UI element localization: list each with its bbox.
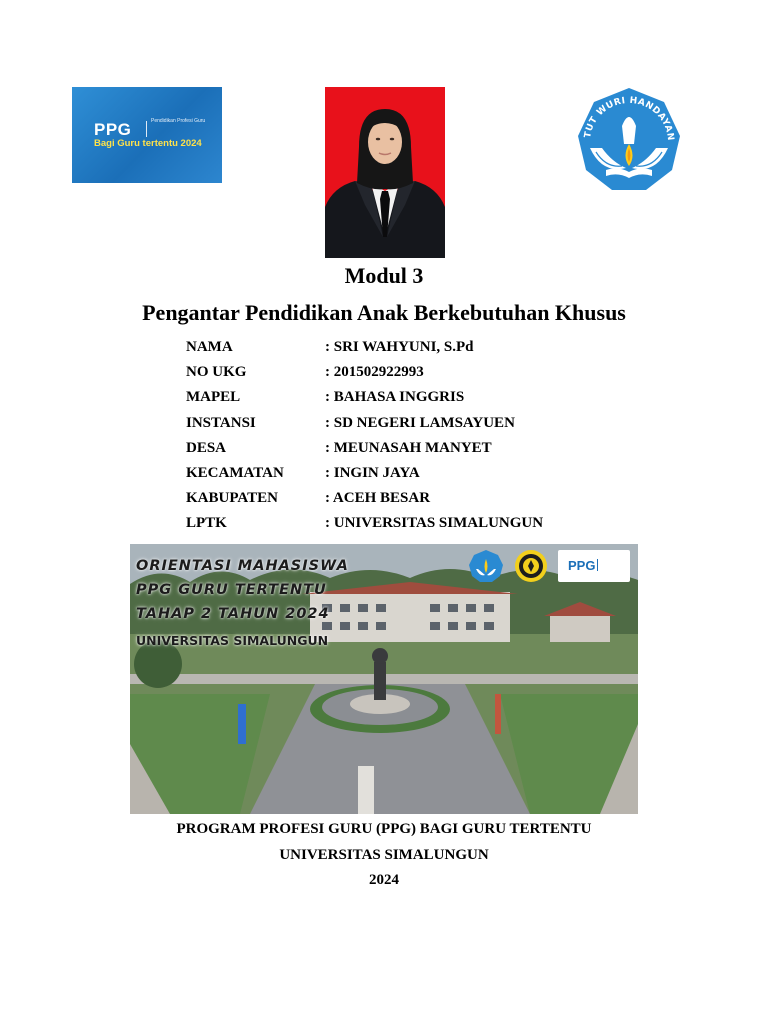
info-value: : SRI WAHYUNI, S.Pd	[325, 339, 474, 355]
info-value: : 201502922993	[325, 364, 424, 381]
banner-university-seal-icon	[513, 549, 549, 583]
info-row-instansi	[186, 413, 606, 438]
info-value: : BAHASA INGGRIS	[325, 389, 465, 406]
info-row-desa	[186, 438, 606, 463]
info-label: INSTANSI	[186, 414, 256, 431]
info-label: KABUPATEN	[186, 490, 278, 507]
info-value: : INGIN JAYA	[325, 464, 420, 481]
info-label: NO UKG	[186, 364, 247, 381]
tut-wuri-handayani-emblem-icon	[572, 86, 686, 194]
footer-program: PROGRAM PROFESI GURU (PPG) BAGI GURU TERTENTU	[176, 821, 592, 837]
banner-line-2: PPG GURU TERTENTU	[136, 582, 327, 598]
info-value: : ACEH BESAR	[325, 490, 431, 507]
banner-ppg-text: PPG	[568, 558, 596, 573]
info-row-mapel	[186, 387, 606, 412]
ppg-logo-brand: PPG	[94, 120, 132, 139]
info-row-no-ukg	[186, 362, 606, 387]
portrait-photo-icon	[325, 87, 445, 258]
info-row-lptk	[186, 513, 606, 538]
footer-year: 2024	[369, 872, 399, 888]
info-value: : MEUNASAH MANYET	[325, 439, 492, 456]
info-row-kecamatan	[186, 463, 606, 488]
info-value: : SD NEGERI LAMSAYUEN	[325, 414, 515, 431]
banner-line-3: TAHAP 2 TAHUN 2024	[136, 606, 330, 622]
ppg-logo-tagline: Bagi Guru tertentu 2024	[94, 138, 202, 149]
info-label: DESA	[186, 439, 227, 456]
banner-line-1: ORIENTASI MAHASISWA	[136, 558, 349, 574]
banner-ppg-logo	[558, 550, 630, 582]
footer-university: UNIVERSITAS SIMALUNGUN	[279, 847, 489, 863]
info-label: MAPEL	[186, 389, 241, 406]
info-label: LPTK	[186, 515, 227, 532]
info-row-kabupaten	[186, 488, 606, 513]
info-label: NAMA	[186, 339, 233, 355]
document-title: Pengantar Pendidikan Anak Berkebutuhan Khusus	[142, 300, 626, 325]
campus-aerial-photo-icon	[130, 544, 638, 814]
module-title: Modul 3	[344, 263, 424, 288]
ppg-logo	[72, 87, 222, 183]
info-label: KECAMATAN	[186, 464, 284, 481]
ppg-logo-separator	[146, 121, 147, 137]
banner-ppg-separator	[597, 559, 598, 571]
banner-line-4: UNIVERSITAS SIMALUNGUN	[136, 633, 329, 648]
emblem-motto: TUT WURI HANDAYAN	[583, 95, 676, 142]
ppg-logo-small-text: Pendidikan Profesi Guru	[151, 118, 206, 124]
banner-tut-wuri-logo-icon	[468, 549, 504, 583]
info-value: : UNIVERSITAS SIMALUNGUN	[325, 515, 544, 532]
identity-table	[186, 337, 606, 539]
info-row-nama	[186, 337, 606, 362]
